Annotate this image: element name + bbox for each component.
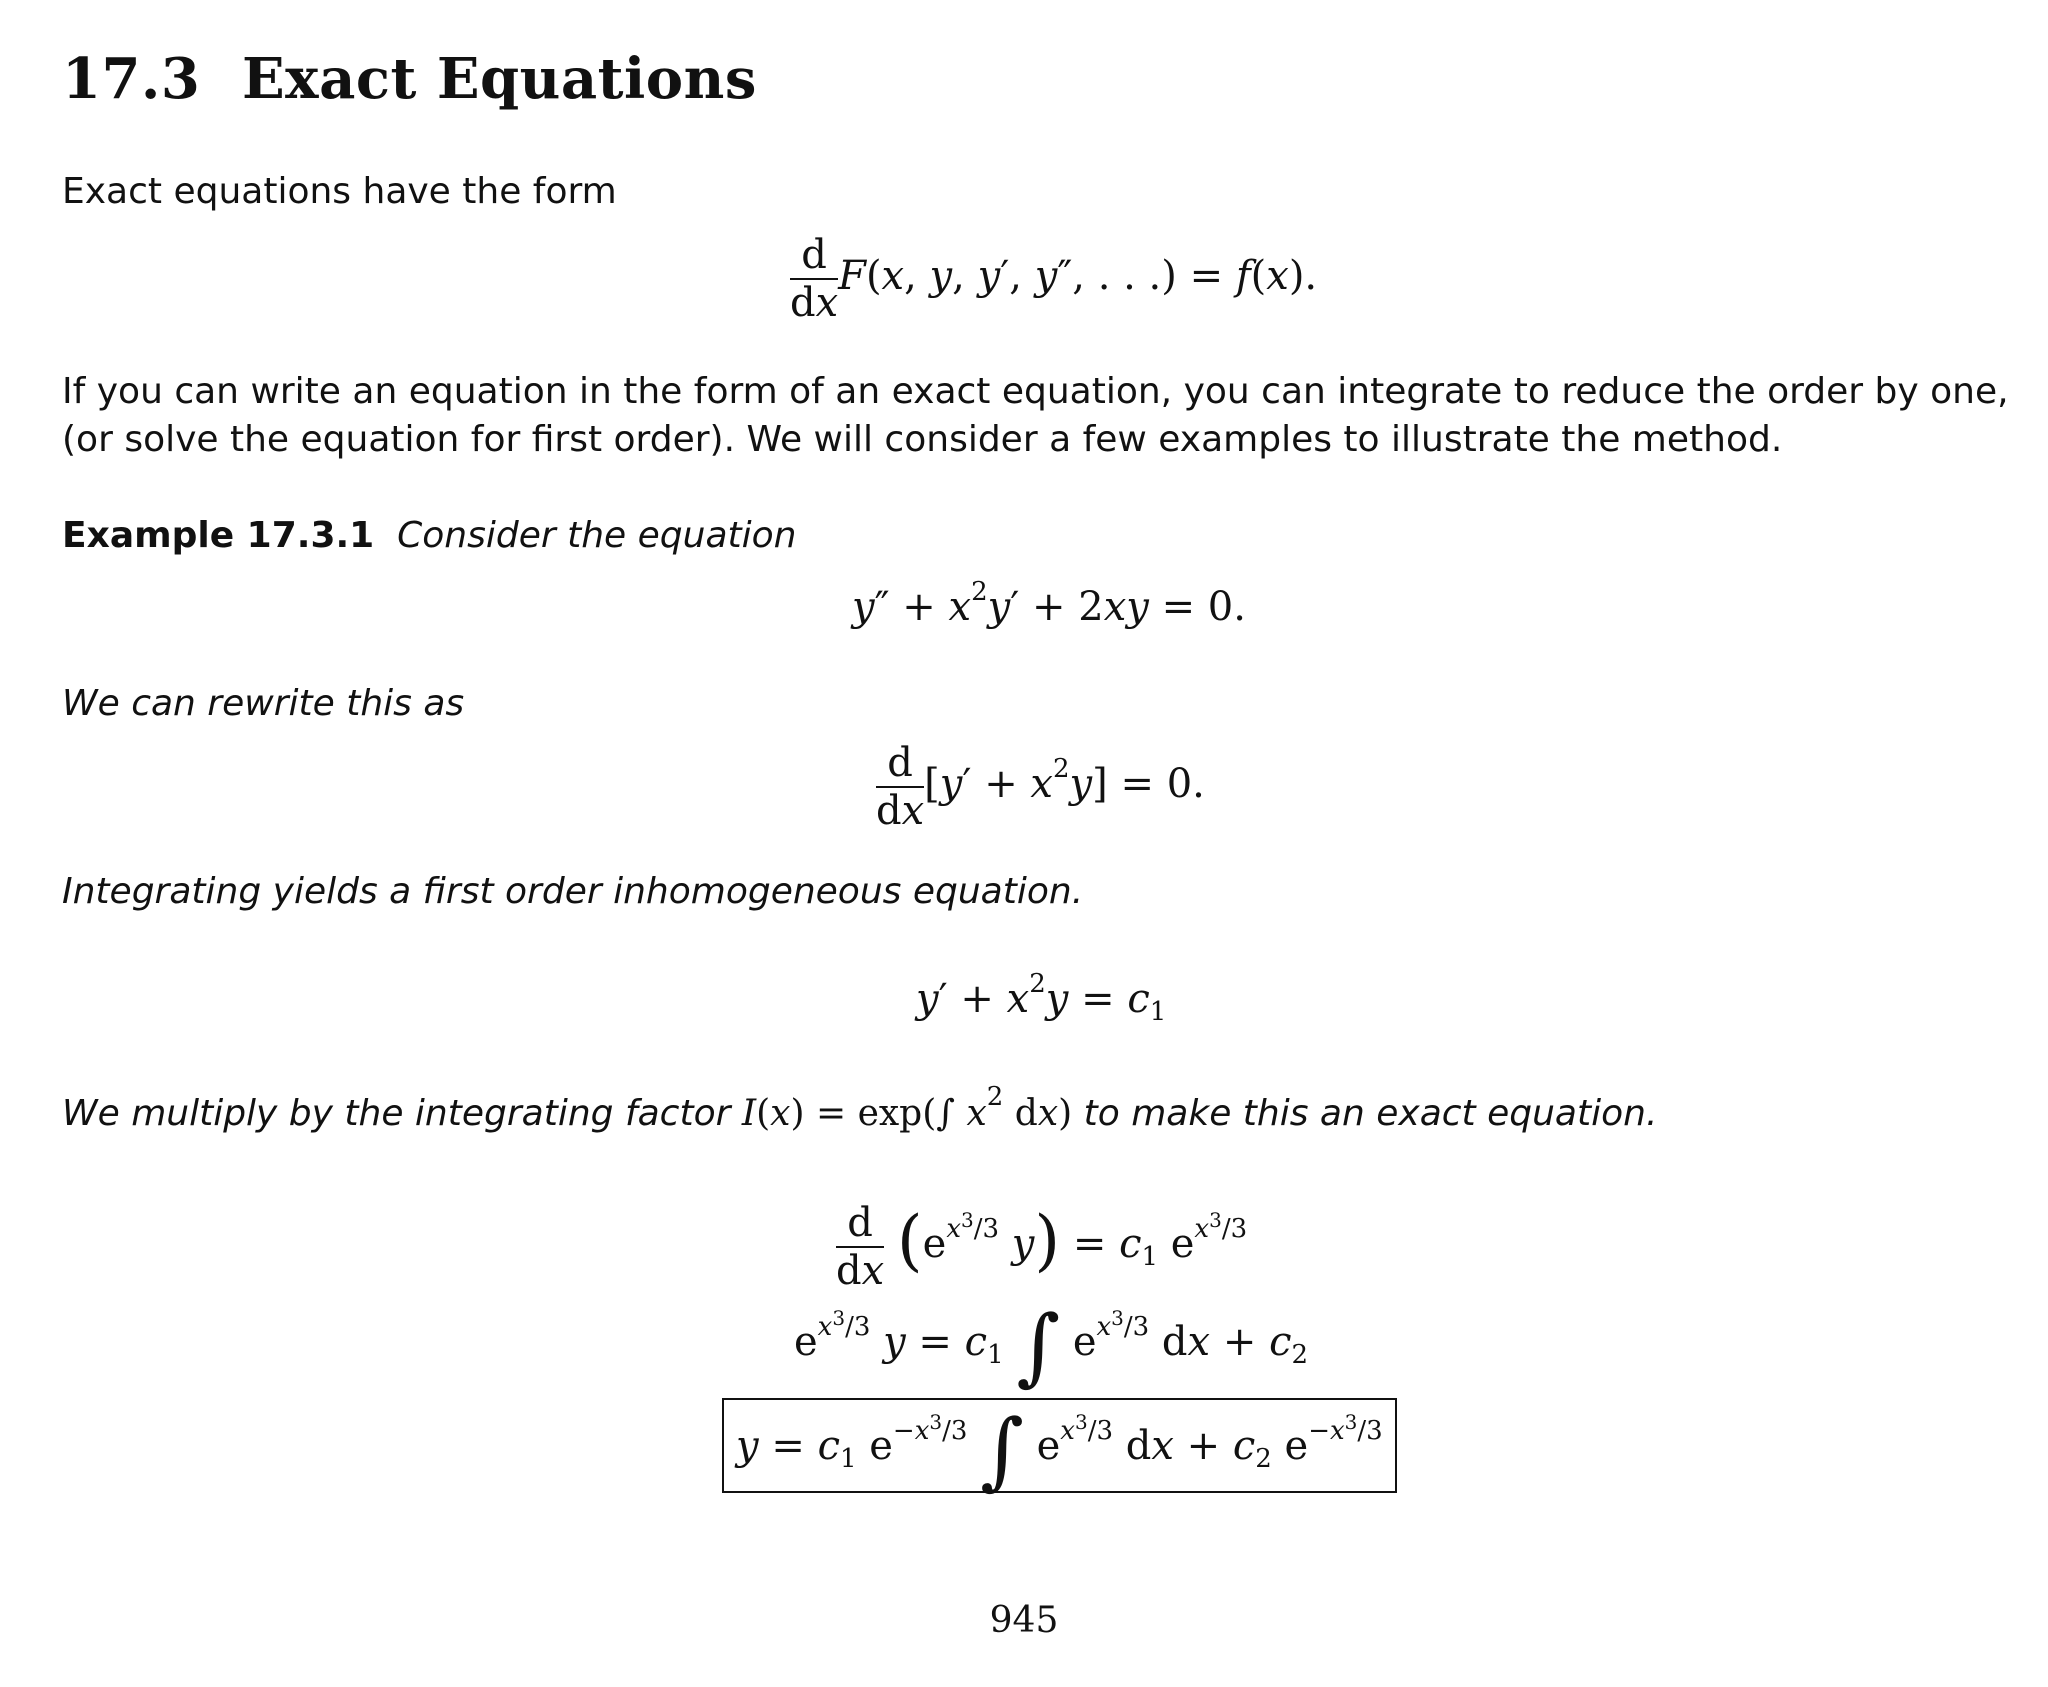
boxed-solution: $y = c_1$ $e^{-x^3/3}$ ∫ $e^{x^3/3}$ dx + $c_2$ $e^{-x^3/3}$ — [722, 1398, 1397, 1493]
section-heading — [62, 46, 757, 112]
multiply-text-before: We multiply by the integrating factor — [62, 1093, 731, 1134]
example-lead: Consider the equation — [397, 515, 797, 556]
section-title: Exact Equations — [242, 46, 757, 112]
rewrite-text: We can rewrite this as — [62, 683, 465, 724]
equation-integrated: $e^{x^3/3}$ $y = c_1$ ∫ $e^{x^3/3}$ dx + $c_2$ — [794, 1297, 1309, 1395]
method-paragraph: If you can write an equation in the form of an exact equation, you can integrate to reduce the order by one, (or solve the equation for first order). We will consider a few examples to illustrate the method. — [62, 371, 2009, 460]
intro-paragraph: Exact equations have the form — [62, 171, 617, 212]
multiply-text — [62, 1082, 2012, 1138]
example-intro — [62, 512, 2012, 560]
integrating-factor: I(x) = exp(∫ $x^2$ dx) — [741, 1082, 1073, 1134]
equation-second-order: $y'' + x^2y' + 2xy = 0$. — [852, 577, 1246, 630]
integrating-text: Integrating yields a first order inhomogeneous equation. — [62, 871, 1084, 912]
page-number: 945 — [989, 1600, 1059, 1641]
equation-exact-derivative: $\frac{d}{dx}$ ($e^{x^3/3}$ $y) = c_1$ $e^{x^3/3}$ — [836, 1200, 1248, 1294]
equation-exact-form: $\frac{d}{dx}$ F(x, y, y′, y″, . . .) = f(x). — [790, 232, 1318, 326]
example-label: Example 17.3.1 — [62, 515, 375, 556]
section-number: 17.3 — [62, 46, 201, 112]
equation-rewritten: $\frac{d}{dx}$ $[y' + x^2y] = 0$. — [876, 740, 1205, 834]
multiply-text-after: to make this an exact equation. — [1083, 1093, 1658, 1134]
equation-first-order: $y' + x^2y = c_1$ — [916, 969, 1167, 1027]
